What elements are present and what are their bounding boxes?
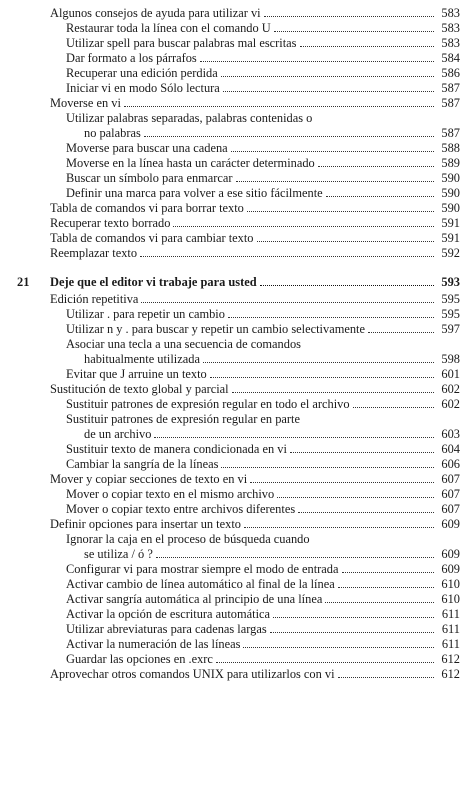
subsection-entry [0,442,475,457]
toc-entry-first-line [0,337,475,352]
page-number: 589 [441,156,460,170]
dot-leader [154,437,434,438]
subsection-entry [0,577,475,592]
dot-leader [200,61,434,62]
entry-title: Cambiar la sangría de la líneas [66,457,219,471]
dot-leader [247,211,434,212]
entry-title: Deje que el editor vi trabaje para usted [50,275,257,289]
section-entry [0,517,475,532]
entry-title: Asociar una tecla a una secuencia de comandos [66,337,301,351]
dot-leader [223,91,434,92]
page-number: 607 [441,502,460,516]
subsection-entry [0,607,475,622]
page-number: 611 [441,607,460,621]
page-number: 609 [441,547,460,561]
subsection-entry [0,652,475,667]
page-number: 612 [441,652,460,666]
dot-leader [221,467,434,468]
page-number: 601 [441,367,460,381]
page-number: 588 [441,141,460,155]
entry-title: Utilizar . para repetir un cambio [66,307,225,321]
dot-leader [228,317,434,318]
subsection-entry [0,141,475,156]
page-number: 609 [441,517,460,531]
entry-title: Sustituir patrones de expresión regular en todo el archivo [66,397,350,411]
dot-leader [141,302,434,303]
subsection-entry [0,502,475,517]
dot-leader [236,181,434,182]
entry-title: Recuperar una edición perdida [66,66,218,80]
entry-title: Definir una marca para volver a ese sitio fácilmente [66,186,323,200]
entry-title: Iniciar vi en modo Sólo lectura [66,81,220,95]
page-number: 611 [441,622,460,636]
dot-leader [260,285,434,286]
dot-leader [273,617,434,618]
subsection-entry [0,36,475,51]
entry-title: Guardar las opciones en .exrc [66,652,213,666]
section-entry [0,96,475,111]
entry-title: Moverse para buscar una cadena [66,141,228,155]
entry-title: Mover y copiar secciones de texto en vi [50,472,248,486]
dot-leader [274,31,434,32]
subsection-entry [0,562,475,577]
page-number: 587 [441,81,460,95]
entry-title: Activar cambio de línea automático al final de la línea [66,577,335,591]
dot-leader [144,136,434,137]
subsection-entry [0,171,475,186]
page-number: 604 [441,442,460,456]
dot-leader [353,407,434,408]
entry-title: Recuperar texto borrado [50,216,171,230]
page-number: 583 [441,6,460,20]
section-entry [0,231,475,246]
dot-leader [338,677,434,678]
entry-title: Reemplazar texto [50,246,138,260]
subsection-entry [0,81,475,96]
dot-leader [325,602,434,603]
toc-entry-first-line [0,412,475,427]
dot-leader [232,392,434,393]
toc-entry-first-line [0,111,475,126]
page-number: 595 [441,292,460,306]
chapter-entry [0,275,475,290]
entry-title-continuation: habitualmente utilizada [84,352,200,366]
dot-leader [318,166,434,167]
subsection-entry [0,397,475,412]
entry-title: Utilizar abreviaturas para cadenas largas [66,622,267,636]
page-number: 607 [441,472,460,486]
subsection-entry [0,156,475,171]
page-number: 583 [441,36,460,50]
section-entry [0,201,475,216]
page-number: 611 [441,637,460,651]
page-number: 590 [441,186,460,200]
page-number: 603 [441,427,460,441]
subsection-entry [0,622,475,637]
dot-leader [221,76,434,77]
entry-title: Tabla de comandos vi para cambiar texto [50,231,254,245]
section-entry [0,292,475,307]
entry-title: Buscar un símbolo para enmarcar [66,171,233,185]
dot-leader [156,557,434,558]
page-number: 587 [441,96,460,110]
subsection-entry [0,592,475,607]
page-number: 584 [441,51,460,65]
page-number: 591 [441,231,460,245]
dot-leader [290,452,434,453]
page-number: 602 [441,382,460,396]
dot-leader [257,241,435,242]
subsection-entry [0,547,475,562]
entry-title: Moverse en vi [50,96,121,110]
entry-title: Moverse en la línea hasta un carácter determinado [66,156,315,170]
entry-title-continuation: no palabras [84,126,141,140]
subsection-entry [0,307,475,322]
entry-title: Evitar que J arruine un texto [66,367,207,381]
dot-leader [264,16,434,17]
dot-leader [277,497,434,498]
toc-entry-first-line [0,532,475,547]
subsection-entry [0,21,475,36]
section-entry [0,472,475,487]
section-entry [0,6,475,21]
section-entry [0,382,475,397]
page-number: 583 [441,21,460,35]
dot-leader [140,256,434,257]
entry-title: Configurar vi para mostrar siempre el modo de entrada [66,562,339,576]
dot-leader [368,332,434,333]
dot-leader [326,196,434,197]
dot-leader [342,572,435,573]
dot-leader [298,512,434,513]
page-number: 606 [441,457,460,471]
dot-leader [300,46,434,47]
subsection-entry [0,457,475,472]
subsection-entry [0,322,475,337]
page-number: 586 [441,66,460,80]
subsection-entry [0,352,475,367]
entry-title: Activar sangría automática al principio de una línea [66,592,323,606]
page-number: 592 [441,246,460,260]
entry-title: Algunos consejos de ayuda para utilizar vi [50,6,261,20]
entry-title: Sustituir patrones de expresión regular en parte [66,412,300,426]
page-number: 612 [441,667,460,681]
section-entry [0,667,475,682]
dot-leader [244,527,434,528]
subsection-entry [0,126,475,141]
subsection-entry [0,427,475,442]
entry-title: Mover o copiar texto en el mismo archivo [66,487,275,501]
page-number: 609 [441,562,460,576]
entry-title: Tabla de comandos vi para borrar texto [50,201,244,215]
page-number: 591 [441,216,460,230]
section-entry [0,246,475,261]
page-number: 597 [441,322,460,336]
page-number: 587 [441,126,460,140]
section-entry [0,216,475,231]
page-number: 595 [441,307,460,321]
dot-leader [173,226,434,227]
page-number: 598 [441,352,460,366]
entry-title: Definir opciones para insertar un texto [50,517,241,531]
chapter-number: 21 [17,275,30,289]
dot-leader [203,362,434,363]
page-number: 610 [441,592,460,606]
entry-title: Dar formato a los párrafos [66,51,197,65]
entry-title: Ignorar la caja en el proceso de búsqueda cuando [66,532,310,546]
entry-title: Utilizar palabras separadas, palabras contenidas o [66,111,313,125]
entry-title: Restaurar toda la línea con el comando U [66,21,271,35]
entry-title: Sustitución de texto global y parcial [50,382,229,396]
entry-title: Edición repetitiva [50,292,139,306]
entry-title-continuation: de un archivo [84,427,152,441]
dot-leader [216,662,434,663]
page-number: 590 [441,171,460,185]
dot-leader [231,151,434,152]
dot-leader [338,587,434,588]
entry-title: Aprovechar otros comandos UNIX para utilizarlos con vi [50,667,335,681]
page-number: 607 [441,487,460,501]
entry-title: Activar la opción de escritura automática [66,607,271,621]
entry-title-continuation: se utiliza / ó ? [84,547,153,561]
dot-leader [210,377,434,378]
entry-title: Mover o copiar texto entre archivos diferentes [66,502,296,516]
subsection-entry [0,637,475,652]
subsection-entry [0,367,475,382]
dot-leader [243,647,434,648]
subsection-entry [0,186,475,201]
page-number: 593 [441,275,460,289]
dot-leader [270,632,434,633]
page-number: 602 [441,397,460,411]
entry-title: Utilizar spell para buscar palabras mal escritas [66,36,297,50]
subsection-entry [0,66,475,81]
page-number: 610 [441,577,460,591]
subsection-entry [0,51,475,66]
dot-leader [250,482,434,483]
entry-title: Activar la numeración de las líneas [66,637,241,651]
entry-title: Sustituir texto de manera condicionada en vi [66,442,287,456]
entry-title: Utilizar n y . para buscar y repetir un cambio selectivamente [66,322,365,336]
dot-leader [124,106,434,107]
page-number: 590 [441,201,460,215]
subsection-entry [0,487,475,502]
